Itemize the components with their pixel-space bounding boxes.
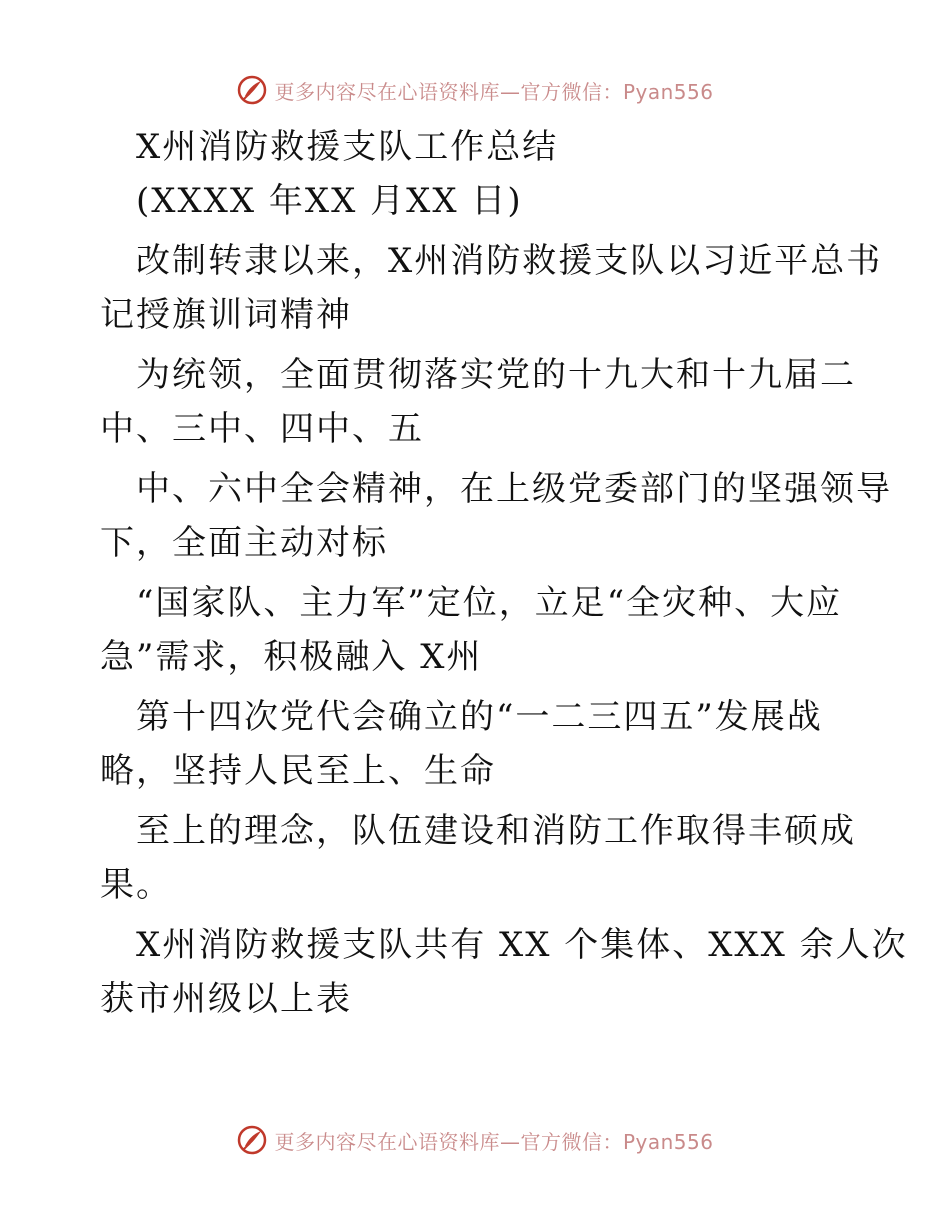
watermark-text: 更多内容尽在心语资料库—官方微信：Pyan556 [274,1129,714,1154]
paragraph-line: 急”需求，积极融入 X州 [100,637,483,677]
feather-logo-icon [236,1124,268,1156]
paragraph-line: 第十四次党代会确立的“一二三四五”发展战 [136,697,823,737]
paragraph-line: 中、三中、四中、五 [100,409,424,449]
document-date: (XXXX 年XX 月XX 日) [136,181,523,221]
paragraph-line: X州消防救援支队共有 XX 个集体、XXX 余人次 [136,925,908,965]
paragraph-line: 获市州级以上表 [100,979,352,1019]
paragraph-line: 中、六中全会精神，在上级党委部门的坚强领导 [136,469,892,509]
document-body [100,120,908,1026]
paragraph-line: “国家队、主力军”定位，立足“全灾种、大应 [136,583,843,623]
paragraph-line: 下，全面主动对标 [100,523,388,563]
document-title: X州消防救援支队工作总结 [136,127,559,167]
paragraph-line: 为统领，全面贯彻落实党的十九大和十九届二 [136,355,856,395]
paragraph-line: 记授旗训词精神 [100,295,352,335]
paragraph-line: 略，坚持人民至上、生命 [100,751,496,791]
feather-logo-icon [236,74,268,106]
paragraph-line: 果。 [100,865,172,905]
paragraph-line: 至上的理念，队伍建设和消防工作取得丰硕成 [136,811,856,851]
header-watermark [0,70,950,110]
footer-watermark [0,1120,950,1160]
paragraph-line: 改制转隶以来，X州消防救援支队以习近平总书 [136,241,883,281]
watermark-text: 更多内容尽在心语资料库—官方微信：Pyan556 [274,79,714,104]
